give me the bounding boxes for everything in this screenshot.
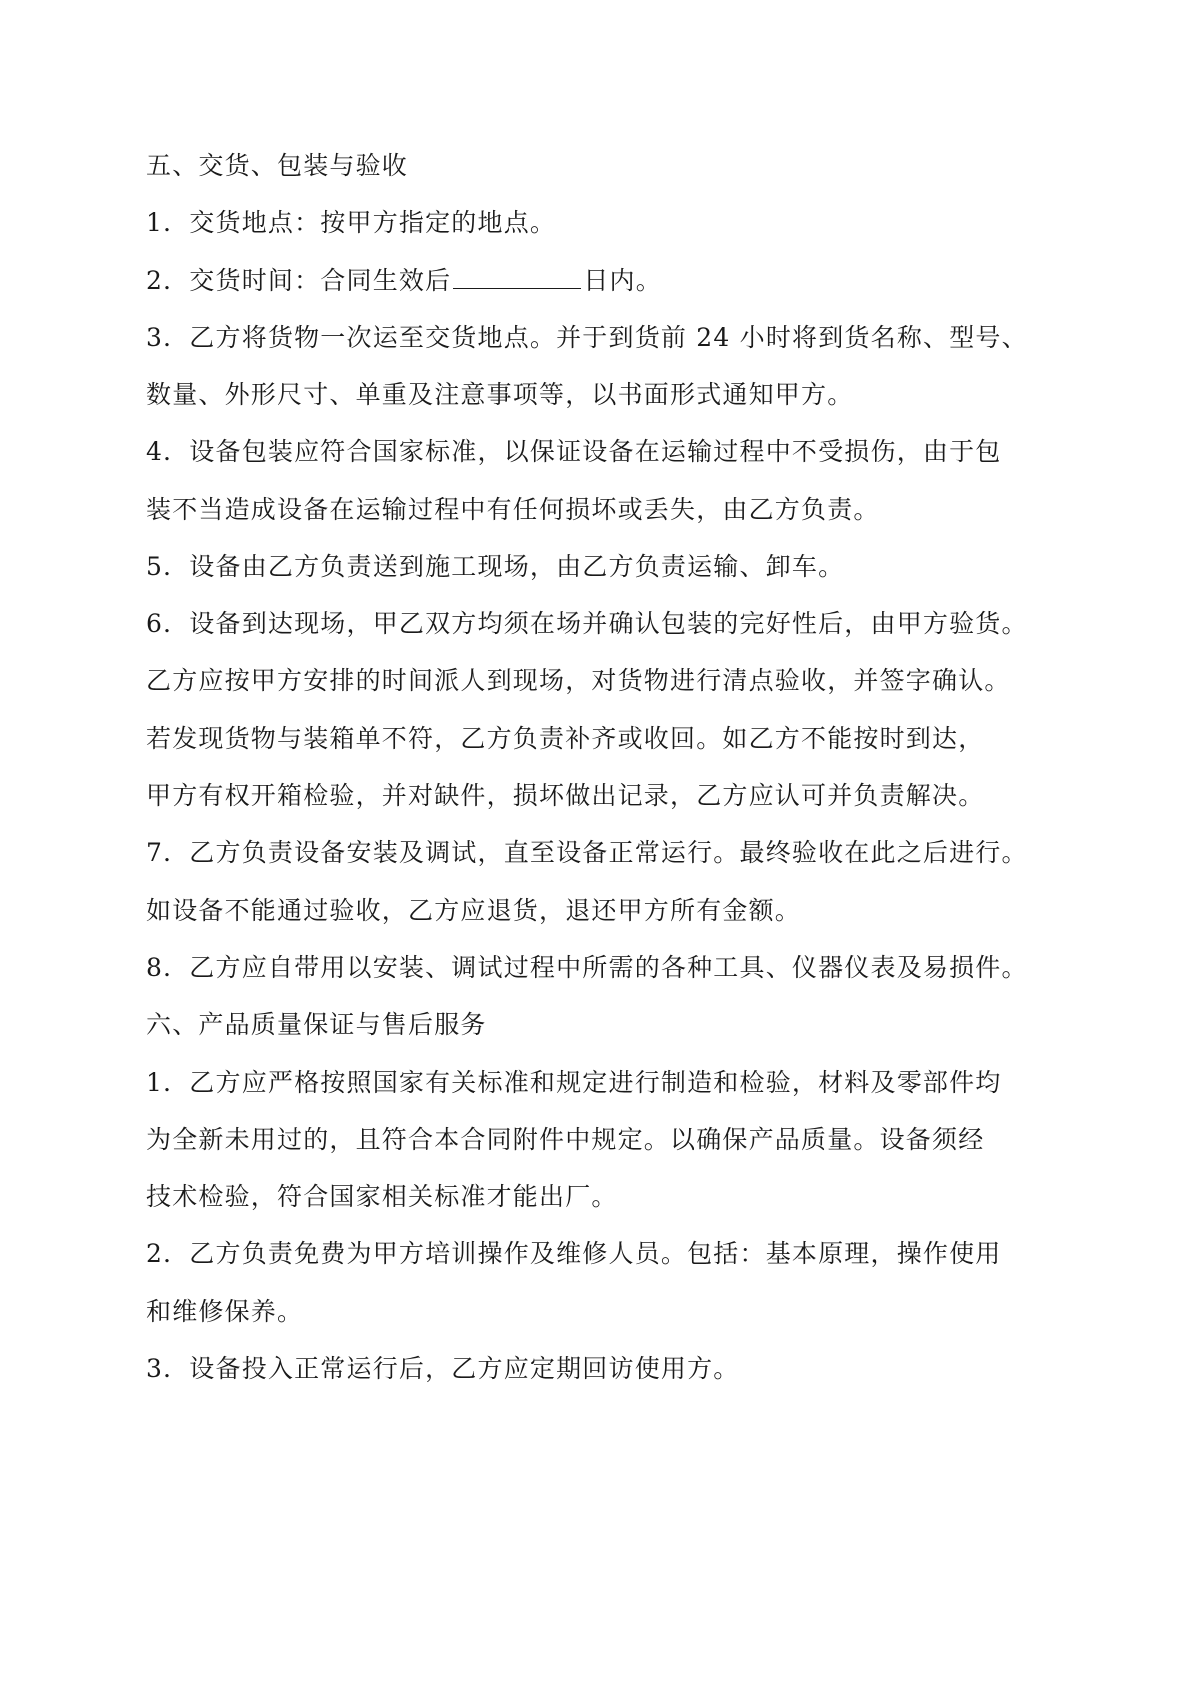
clause-7-line-2: 如设备不能通过验收，乙方应退货，退还甲方所有金额。 — [146, 896, 802, 925]
clause-8: 8．乙方应自带用以安装、调试过程中所需的各种工具、仪器仪表及易损件。 — [146, 953, 1028, 982]
quality-clause-1-line-2: 为全新未用过的，且符合本合同附件中规定。以确保产品质量。设备须经 — [146, 1125, 985, 1154]
clause-2-delivery-time — [146, 262, 1076, 299]
fill-in-blank[interactable] — [453, 262, 581, 289]
clause-3-line-2: 数量、外形尺寸、单重及注意事项等，以书面形式通知甲方。 — [146, 380, 854, 409]
clause-3-line-1: 3．乙方将货物一次运至交货地点。并于到货前 24 小时将到货名称、型号、 — [146, 323, 1028, 352]
clause-2-text-after-blank: 日内。 — [583, 266, 662, 295]
clause-6-line-2: 乙方应按甲方安排的时间派人到现场，对货物进行清点验收，并签字确认。 — [146, 666, 1011, 695]
quality-clause-1-line-3: 技术检验，符合国家相关标准才能出厂。 — [146, 1182, 618, 1211]
quality-clause-3: 3．设备投入正常运行后，乙方应定期回访使用方。 — [146, 1354, 740, 1383]
section-heading-delivery: 五、交货、包装与验收 — [146, 151, 409, 180]
clause-2-text-before-blank: 2．交货时间：合同生效后 — [146, 266, 452, 295]
clause-6-line-3: 若发现货物与装箱单不符，乙方负责补齐或收回。如乙方不能按时到达， — [146, 724, 985, 753]
section-heading-quality: 六、产品质量保证与售后服务 — [146, 1010, 487, 1039]
clause-7-line-1: 7．乙方负责设备安装及调试，直至设备正常运行。最终验收在此之后进行。 — [146, 838, 1028, 867]
clause-6-line-4: 甲方有权开箱检验，并对缺件，损坏做出记录，乙方应认可并负责解决。 — [146, 781, 985, 810]
clause-1-delivery-location: 1．交货地点：按甲方指定的地点。 — [146, 208, 557, 237]
quality-clause-2-line-2: 和维修保养。 — [146, 1297, 304, 1326]
clause-4-line-1: 4．设备包装应符合国家标准，以保证设备在运输过程中不受损伤，由于包 — [146, 437, 1002, 466]
clause-6-line-1: 6．设备到达现场，甲乙双方均须在场并确认包装的完好性后，由甲方验货。 — [146, 609, 1028, 638]
clause-5: 5．设备由乙方负责送到施工现场，由乙方负责运输、卸车。 — [146, 552, 845, 581]
quality-clause-2-line-1: 2．乙方负责免费为甲方培训操作及维修人员。包括：基本原理，操作使用 — [146, 1239, 1002, 1268]
clause-4-line-2: 装不当造成设备在运输过程中有任何损坏或丢失，由乙方负责。 — [146, 495, 880, 524]
quality-clause-1-line-1: 1．乙方应严格按照国家有关标准和规定进行制造和检验，材料及零部件均 — [146, 1068, 1002, 1097]
